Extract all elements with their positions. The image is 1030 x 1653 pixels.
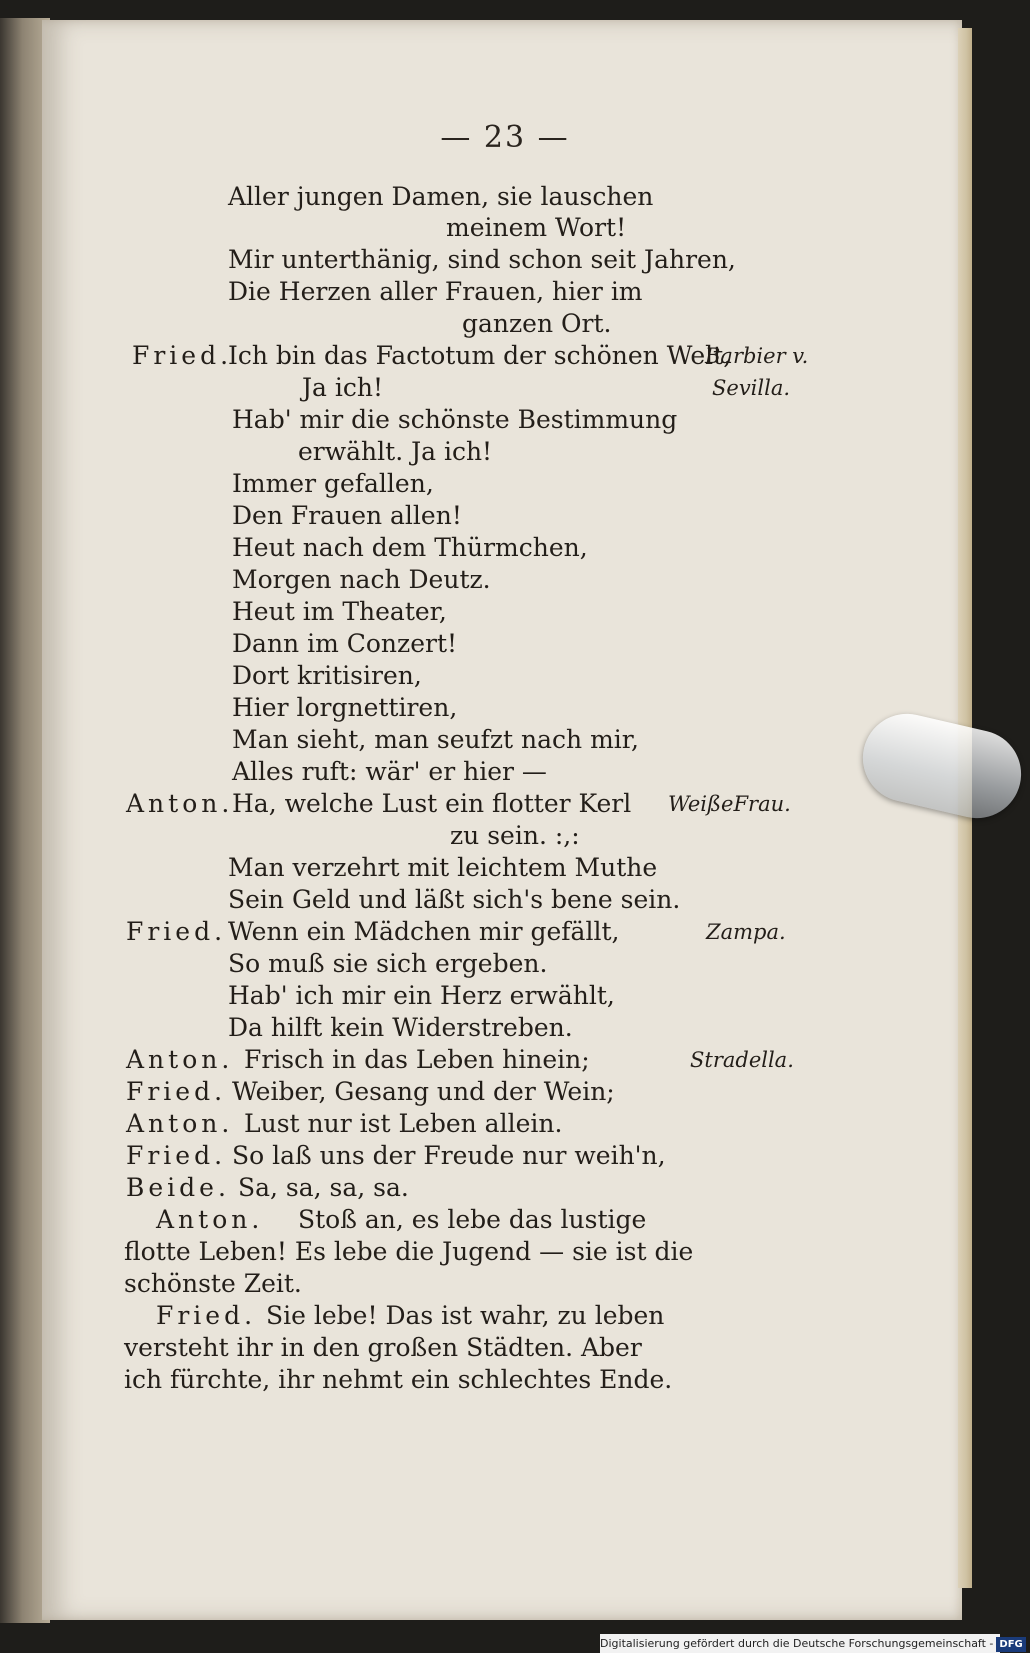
- text-line: Da hilft kein Widerstreben.: [228, 1013, 573, 1042]
- text-line: flotte Leben! Es lebe die Jugend — sie ist die: [124, 1237, 694, 1266]
- text-line: zu sein. :,:: [450, 821, 580, 850]
- text-line: erwählt. Ja ich!: [298, 437, 493, 466]
- text-line: So laß uns der Freude nur weih'n,: [232, 1141, 666, 1170]
- text-line: Man verzehrt mit leichtem Muthe: [228, 853, 658, 882]
- text-line: Dann im Conzert!: [232, 629, 458, 658]
- text-line: Den Frauen allen!: [232, 501, 462, 530]
- speaker-label: Fried.: [126, 1141, 227, 1170]
- text-line: Wenn ein Mädchen mir gefällt,: [228, 917, 620, 946]
- text-line: Frisch in das Leben hinein;: [244, 1045, 590, 1074]
- speaker-label: Fried.: [132, 341, 233, 370]
- page-number: — 23 —: [440, 120, 570, 155]
- text-line: Aller jungen Damen, sie lauschen: [228, 182, 654, 211]
- text-line: Immer gefallen,: [232, 469, 434, 498]
- text-line: Lust nur ist Leben allein.: [244, 1109, 563, 1138]
- margin-note: Zampa.: [706, 920, 786, 944]
- text-line: Alles ruft: wär' er hier —: [232, 757, 547, 786]
- text-line: Hab' mir die schönste Bestimmung: [232, 405, 678, 434]
- text-line: Heut im Theater,: [232, 597, 447, 626]
- text-line: Hier lorgnettiren,: [232, 693, 458, 722]
- text-line: Dort kritisiren,: [232, 661, 422, 690]
- text-line: Morgen nach Deutz.: [232, 565, 491, 594]
- speaker-label: Anton.: [156, 1205, 264, 1234]
- speaker-label: Beide.: [126, 1173, 230, 1202]
- text-line: meinem Wort!: [446, 213, 627, 242]
- text-line: Sa, sa, sa, sa.: [238, 1173, 409, 1202]
- text-line: versteht ihr in den großen Städten. Aber: [124, 1333, 642, 1362]
- speaker-label: Anton.: [126, 789, 234, 818]
- text-line: Hab' ich mir ein Herz erwählt,: [228, 981, 615, 1010]
- margin-note: WeißeFrau.: [668, 792, 791, 816]
- text-line: Weiber, Gesang und der Wein;: [232, 1077, 615, 1106]
- speaker-label: Fried.: [126, 1077, 227, 1106]
- footer-text: Digitalisierung gefördert durch die Deutsche Forschungsgemeinschaft -: [600, 1637, 994, 1650]
- text-line: schönste Zeit.: [124, 1269, 302, 1298]
- margin-note: Stradella.: [690, 1048, 794, 1072]
- text-line: Mir unterthänig, sind schon seit Jahren,: [228, 245, 736, 274]
- text-line: Ha, welche Lust ein flotter Kerl: [232, 789, 632, 818]
- text-line: Sein Geld und läßt sich's bene sein.: [228, 885, 681, 914]
- text-line: ich fürchte, ihr nehmt ein schlechtes Ende.: [124, 1365, 673, 1394]
- speaker-label: Fried.: [126, 917, 227, 946]
- margin-note: Barbier v.: [705, 344, 809, 368]
- footer-credit: [600, 1634, 1023, 1653]
- speaker-label: Fried.: [156, 1301, 257, 1330]
- dfg-logo: DFG: [996, 1637, 1025, 1652]
- text-line: So muß sie sich ergeben.: [228, 949, 548, 978]
- text-line: Ich bin das Factotum der schönen Welt,: [228, 341, 732, 370]
- text-line: Heut nach dem Thürmchen,: [232, 533, 588, 562]
- text-line: Sie lebe! Das ist wahr, zu leben: [266, 1301, 665, 1330]
- text-line: Die Herzen aller Frauen, hier im: [228, 277, 643, 306]
- speaker-label: Anton.: [126, 1109, 234, 1138]
- text-line: ganzen Ort.: [462, 309, 612, 338]
- margin-note: Sevilla.: [712, 376, 791, 400]
- text-line: Man sieht, man seufzt nach mir,: [232, 725, 639, 754]
- speaker-label: Anton.: [126, 1045, 234, 1074]
- text-line: Ja ich!: [302, 373, 384, 402]
- text-line: Stoß an, es lebe das lustige: [298, 1205, 647, 1234]
